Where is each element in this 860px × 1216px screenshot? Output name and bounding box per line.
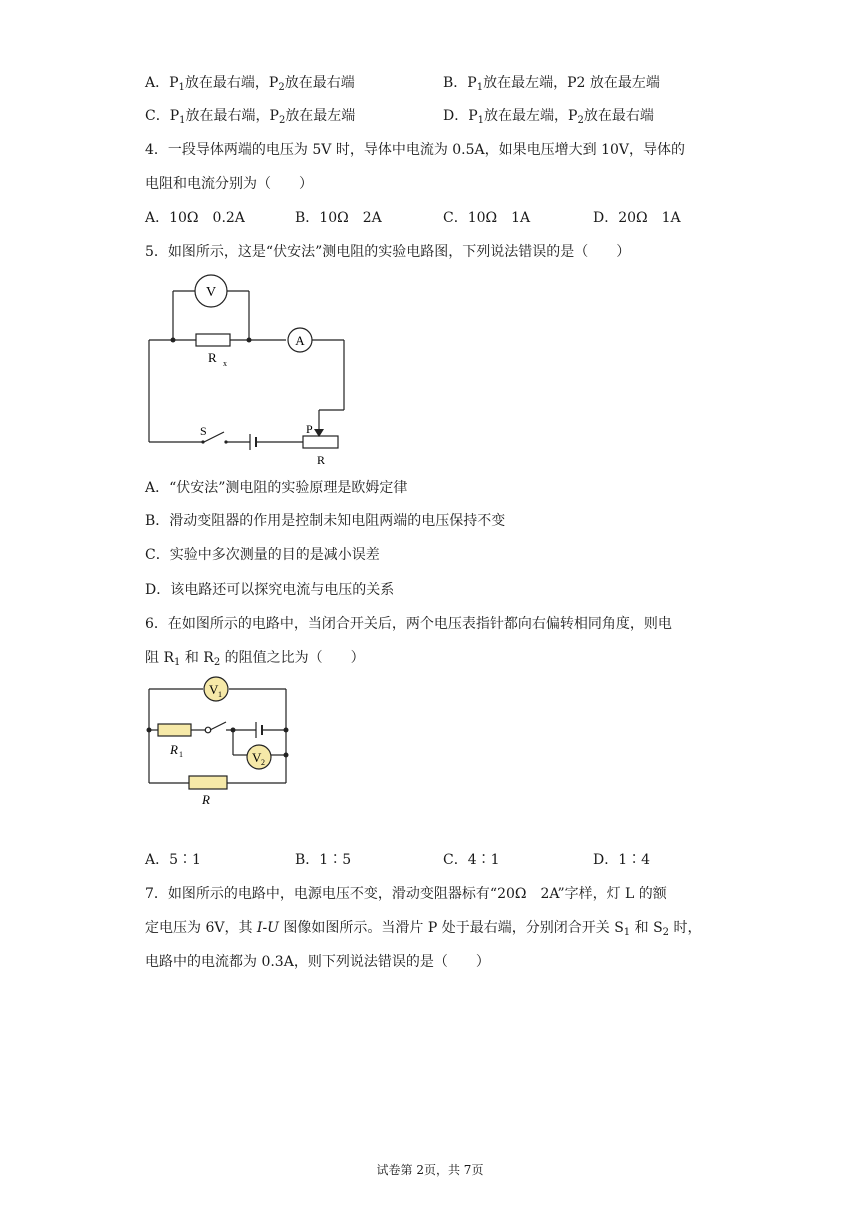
q5-circuit-diagram bbox=[140, 272, 360, 472]
q5-option-b: B．滑动变阻器的作用是控制未知电阻两端的电压保持不变 bbox=[145, 513, 506, 529]
v1-sub-label: 1 bbox=[218, 690, 222, 699]
q4-option-a: A．10Ω 0.2A bbox=[145, 210, 245, 226]
page-footer: 试卷第 2页，共 7页 bbox=[376, 1163, 484, 1177]
v1-label: V bbox=[209, 682, 219, 697]
q7-stem-line1: 7．如图所示的电路中，电源电压不变，滑动变阻器标有“20Ω 2A”字样，灯 L 的额 bbox=[145, 886, 667, 902]
q5-option-c: C．实验中多次测量的目的是减小误差 bbox=[145, 547, 380, 563]
q4-option-b: B．10Ω 2A bbox=[295, 210, 382, 226]
q5-option-d: D．该电路还可以探究电流与电压的关系 bbox=[145, 582, 395, 598]
ammeter-label: A bbox=[295, 333, 305, 348]
switch-label: S bbox=[200, 424, 207, 438]
q3-option-c: C．$P_1$放在最右端，$P_2$放在最左端 bbox=[145, 108, 356, 126]
voltmeter-label: V bbox=[205, 285, 217, 300]
q6-stem-line1: 6．在如图所示的电路中，当闭合开关后，两个电压表指针都向右偏转相同角度，则电 bbox=[145, 616, 672, 632]
q6-option-d: D．1∶4 bbox=[593, 852, 651, 868]
q6-stem-line2: 阻 $R_1$ 和 $R_2$ 的阻值之比为（ ） bbox=[145, 650, 365, 668]
r1-sub-label: 1 bbox=[179, 750, 183, 759]
q5-option-a: A．“伏安法”测电阻的实验原理是欧姆定律 bbox=[145, 480, 408, 496]
q5-stem: 5．如图所示，这是“伏安法”测电阻的实验电路图，下列说法错误的是（ ） bbox=[145, 244, 631, 260]
q6-option-a: A．5∶1 bbox=[145, 852, 201, 868]
q6-option-c: C．4∶1 bbox=[443, 852, 500, 868]
r1-label: R bbox=[170, 742, 178, 757]
q3-option-d: D．$P_1$放在最左端，$P_2$放在最右端 bbox=[443, 108, 654, 126]
q4-option-c: C．10Ω 1A bbox=[443, 210, 531, 226]
v2-sub-label: 2 bbox=[261, 758, 265, 767]
q4-stem-line2: 电阻和电流分别为（ ） bbox=[145, 176, 313, 192]
r-label: R bbox=[202, 792, 210, 807]
q3-option-b: B．$P_1$放在最左端，P2 放在最左端 bbox=[443, 75, 660, 93]
q6-option-b: B．1∶5 bbox=[295, 852, 352, 868]
q3-option-a: A．$P_1$放在最右端，$P_2$放在最右端 bbox=[145, 75, 355, 93]
v2-label: V bbox=[252, 750, 262, 765]
rx-label: R bbox=[208, 350, 217, 365]
rx-sub-label: x bbox=[223, 359, 227, 368]
q7-stem-line3: 电路中的电流都为 0.3A，则下列说法错误的是（ ） bbox=[145, 954, 490, 970]
q6-circuit-diagram bbox=[140, 672, 300, 812]
q4-option-d: D．20Ω 1A bbox=[593, 210, 681, 226]
q7-stem-line2: 定电压为 6V，其 I-U 图像如图所示。当滑片 P 处于最右端，分别闭合开关 $S_1$ 和 $S_2$ 时， bbox=[145, 920, 702, 938]
q4-stem-line1: 4．一段导体两端的电压为 5V 时，导体中电流为 0.5A，如果电压增大到 10V，导体的 bbox=[145, 142, 686, 158]
slider-label: P bbox=[306, 422, 313, 436]
rheostat-label: R bbox=[317, 453, 326, 467]
